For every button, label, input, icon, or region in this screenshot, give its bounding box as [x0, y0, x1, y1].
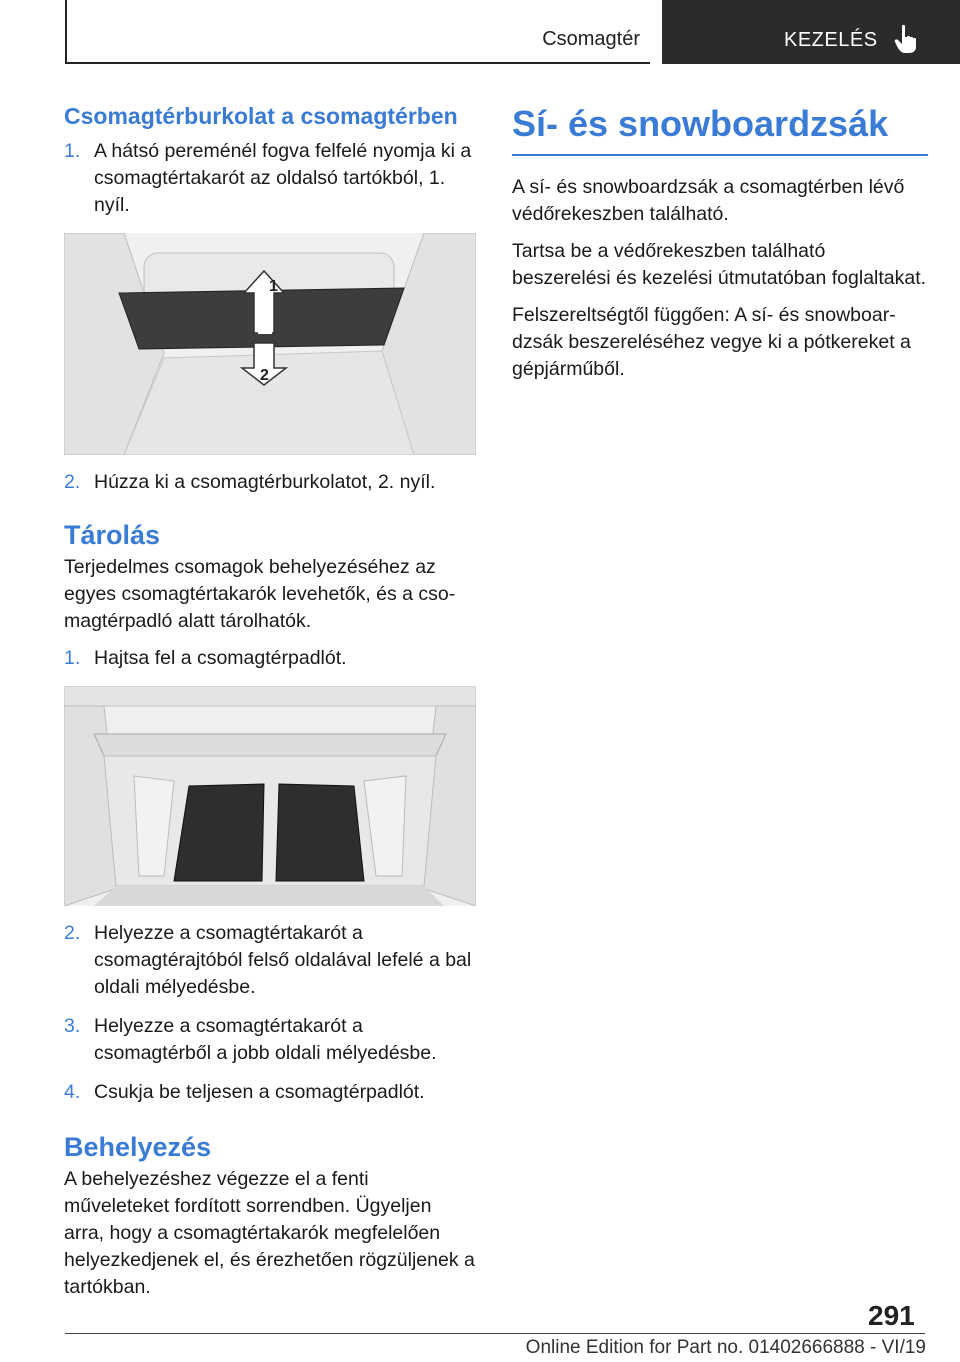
section-title: KEZELÉS: [784, 29, 878, 51]
edition-text: Online Edition for Part no. 01402666888 - VI/19: [525, 1337, 926, 1358]
ski-bag-paragraph: Tartsa be a védőrekeszben található beszerelési és kezelési útmutatóban foglaltakat.: [512, 240, 927, 289]
step-item: [64, 645, 476, 672]
hand-pointer-icon: [893, 24, 919, 54]
heading-storage: Tárolás: [64, 520, 161, 550]
ski-bag-paragraph: A sí- és snowboardzsák a csomagtérben lévő védőrekeszben található.: [512, 176, 905, 225]
right-column: [512, 100, 928, 383]
header-rule-vertical: [65, 0, 67, 64]
left-column: [64, 100, 476, 1301]
arrow-label-1: 1: [269, 278, 278, 295]
chapter-title: Csomagtér: [542, 28, 640, 50]
heading-ski-bag: Sí- és snowboardzsák: [512, 103, 889, 144]
storage-paragraph: Terjedelmes csomagok behelyezéséhez az egyes csomagtértakarók levehetők, és a csomagtérpadló alatt tárolhatók.: [64, 556, 456, 632]
step-item: [64, 1013, 476, 1067]
step-number: 4.: [64, 1081, 81, 1103]
header-rule-horizontal: [65, 62, 650, 64]
step-item: [64, 920, 476, 1001]
step-item: [64, 469, 476, 496]
step-text: Csukja be teljesen a csomagtérpadlót.: [94, 1081, 425, 1103]
arrow-label-2: 2: [260, 367, 269, 384]
step-number: 2.: [64, 922, 81, 944]
step-number: 3.: [64, 1015, 81, 1037]
trunk-cover-figure: [64, 233, 476, 455]
step-text: A hátsó pereménél fogva felfelé nyomja ki a csomagtértakarót az oldalsó tartókból, 1. nyíl.: [94, 140, 472, 216]
step-number: 1.: [64, 647, 81, 669]
step-text: Helyezze a csomagtértakarót a csomagtérajtóból felső oldalával lefelé a bal oldali mélyedésbe.: [94, 922, 472, 998]
trunk-floor-figure: [64, 686, 476, 906]
ski-bag-paragraph: Felszereltségtől függően: A sí- és snowboardzsák beszereléséhez vegye ki a pótkereket a gépjárműből.: [512, 304, 911, 380]
step-item: [64, 138, 476, 219]
step-text: Húzza ki a csomagtérburkolatot, 2. nyíl.: [94, 471, 436, 493]
page-number: 291: [868, 1300, 915, 1331]
heading-trunk-cover: Csomagtérburkolat a csomagtérben: [64, 103, 458, 129]
installation-paragraph: A behelyezéshez végezze el a fenti műveleteket fordított sorrendben. Ügyeljen arra, hogy a csomagtértakarók megfelelően helyezkedjenek el, és érezhetően rögzüljenek a tartókban.: [64, 1168, 475, 1298]
heading-installation: Behelyezés: [64, 1132, 212, 1162]
step-text: Hajtsa fel a csomagtérpadlót.: [94, 647, 347, 669]
step-text: Helyezze a csomagtértakarót a csomagtérből a jobb oldali mélyedésbe.: [94, 1015, 437, 1064]
footer-rule: [65, 1333, 925, 1334]
step-number: 2.: [64, 471, 81, 493]
step-number: 1.: [64, 140, 81, 162]
step-item: [64, 1079, 476, 1106]
